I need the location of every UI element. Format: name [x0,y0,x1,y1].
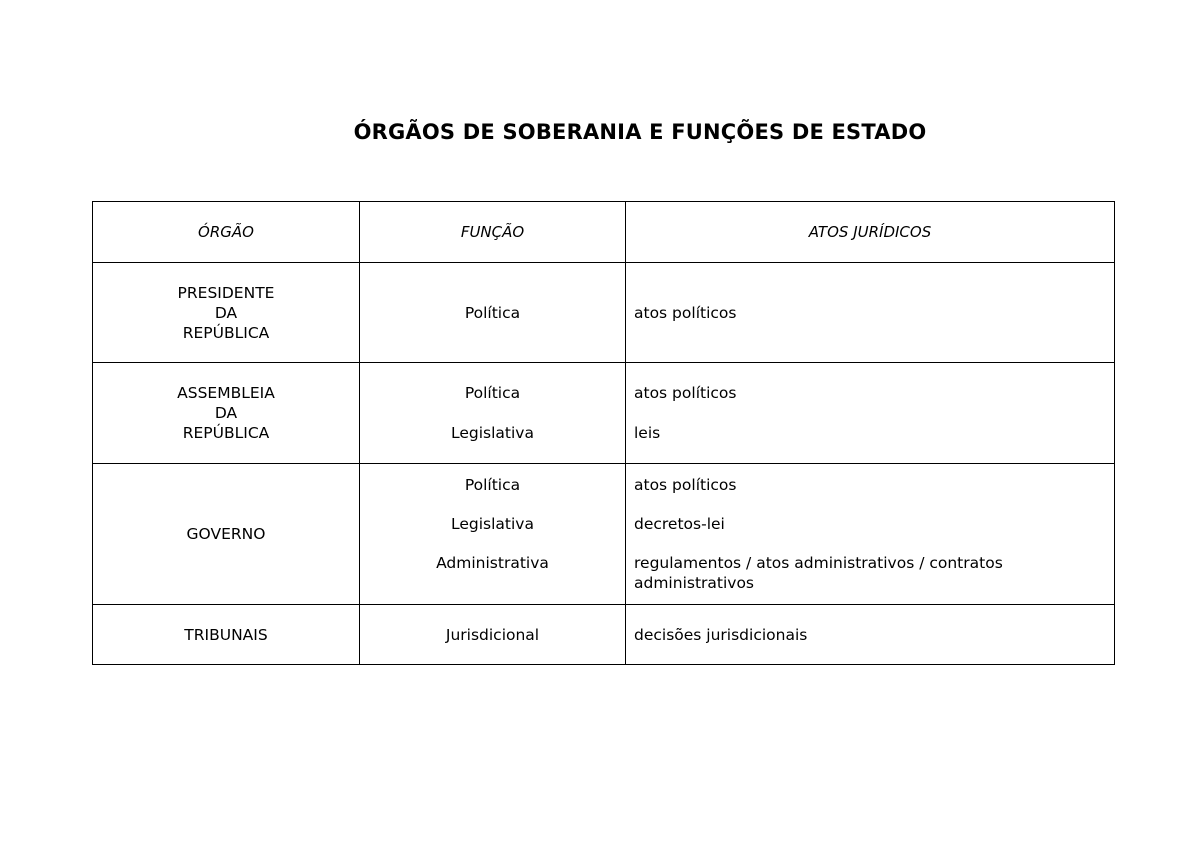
table-row [93,464,1115,605]
act-item: decretos-lei [634,515,725,533]
function-item: Política [464,476,521,494]
organ-line: GOVERNO [186,525,266,543]
organ-cell [93,263,360,363]
acts-cell [626,605,1115,665]
line-spacer [360,534,625,553]
organ-cell [93,605,360,665]
line-spacer [634,534,1114,553]
function-item: Política [464,303,521,322]
line-spacer [360,573,625,593]
acts-cell [626,363,1115,464]
line-spacer [634,495,1114,514]
function-cell [360,363,626,464]
header-function: FUNÇÃO [360,202,626,263]
line-spacer [360,495,625,514]
act-item: leis [634,424,661,442]
organ-line: TRIBUNAIS [184,625,268,644]
function-item: Legislativa [451,424,534,442]
organ-line: REPÚBLICA [182,323,270,342]
function-cell [360,605,626,665]
line-spacer [634,403,1114,423]
function-cell [360,464,626,605]
page-title: ÓRGÃOS DE SOBERANIA E FUNÇÕES DE ESTADO [353,120,927,144]
table-header-row [93,202,1115,263]
organ-line: REPÚBLICA [182,424,270,442]
acts-cell [626,263,1115,363]
table-row [93,605,1115,665]
act-item: decisões jurisdicionais [634,625,808,644]
act-item: administrativos [634,574,755,592]
act-item: atos políticos [634,303,737,322]
organ-line: ASSEMBLEIA [177,384,275,402]
organ-line: DA [214,303,238,322]
table-row [93,263,1115,363]
act-item: atos políticos [634,384,737,402]
organ-line: PRESIDENTE [177,283,275,302]
header-organ: ÓRGÃO [93,202,360,263]
organ-cell [93,464,360,605]
act-item: atos políticos [634,476,737,494]
organ-cell [93,363,360,464]
sovereignty-table [92,201,1115,665]
function-item: Administrativa [436,554,549,572]
acts-cell [626,464,1115,605]
header-legal-acts: ATOS JURÍDICOS [626,202,1115,263]
line-spacer [360,403,625,423]
function-item: Jurisdicional [445,625,540,644]
organ-line: DA [214,404,238,422]
function-cell [360,263,626,363]
function-item: Legislativa [451,515,534,533]
act-item: regulamentos / atos administrativos / contratos [634,554,1003,572]
table-row [93,363,1115,464]
function-item: Política [464,384,521,402]
